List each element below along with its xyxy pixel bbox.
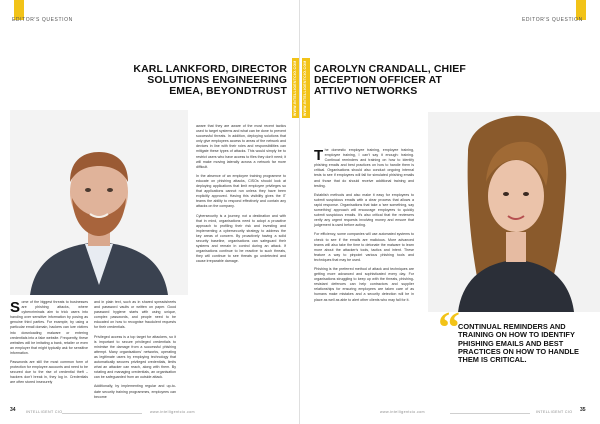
page-number: 35 [580, 407, 586, 413]
headline-line: SOLUTIONS ENGINEERING [147, 74, 287, 86]
page-number: 34 [10, 407, 16, 413]
paragraph: In the absence of an employee training programme to educate on phishing attacks, CISOs should look at deploying applications that limit employee privileges so that applications cannot run unless they have been explicitly approved. Having this visibility gives the IT teams the ability to respond effectively and contain any attacks on the company. [196, 173, 286, 209]
pull-quote: CONTINUAL REMINDERS AND TRAINING ON HOW TO IDENTIFY PHISHING EMAILS AND BEST PRACTICES ON HOW TO HANDLE THEM IS CRITICAL. [458, 322, 579, 365]
section-label: EDITOR'S QUESTION [12, 17, 73, 23]
page-headline [314, 64, 504, 97]
paragraph: For efficiency, some companies will use automated systems to check to see if the emails are malicious. More advanced teams will also take the time to detonate the malware to learn more about the attacker's tools, tactics and intent. These feature a way to pinpoint various phishing tools and techniques that may be used. [314, 232, 414, 262]
headline-line: EMEA, BEYONDTRUST [169, 85, 287, 97]
footer-rule [62, 413, 142, 414]
headline-line: ATTIVO NETWORKS [314, 85, 418, 97]
section-label: EDITOR'S QUESTION [522, 17, 583, 23]
paragraph: aware that they are aware of the most recent tactics used to target systems and what can be done to prevent successful threats. In addition, deploying solutions that only give employees access to areas of the network and devices in line with their roles and responsibilities can mitigate these types of attacks. This would simply be to restrict users who have access to files they don't need; it will make moving laterally across a network far more difficult. [196, 124, 286, 169]
footer-url: www.intelligentcio.com [380, 410, 425, 414]
footer-brand: INTELLIGENT CIO [536, 410, 573, 414]
drop-cap: S [10, 298, 21, 316]
drop-cap: T [314, 146, 324, 164]
article-column [196, 124, 286, 268]
paragraph: Privileged access is a top target for attackers, so it is important to secure privileged credentials to minimise the damage from a successful phishing attempt. Many organisations' networks, operating as legitimate users by employing technology that automatically secures privileged credentials, limits what an attacker can reach, along with them. By rotating and managing credentials, an organisation can be safeguarded from an outside attack. [94, 334, 176, 380]
article-column [94, 300, 176, 404]
paragraph: he domestic employee training, employee training, employee training, I can't say it enough: training. Continual reminders and training on how to identify phishing emails and best practices on how to handle them is critical. Organisations should also conduct ongoing internal tests to see if employees will fall for simulated phishing emails and those that do should receive additional training and testing. [314, 148, 414, 188]
paragraph: Passwords are still the most common form of protection for employee accounts and need to be secured due to the rise of credential theft – hackers don't break in, they log in. Credentials are often stored insecurely [10, 360, 88, 385]
side-strip-text: WWW.INTELLIGENTCIO.COM [303, 60, 307, 116]
paragraph: Establish methods and also make it easy for employees to submit suspicious emails with a clear process that allows a rapid response. Organisations that take a 'see something, say something' approach will encourage employees to quickly submit suspicious emails. It's also critical that the reviewers verify any urgent requests involving money and ensure that judgement is used before acting. [314, 192, 414, 228]
portrait-photo [428, 112, 600, 312]
footer-url: www.intelligentcio.com [150, 410, 195, 414]
paragraph: ome of the biggest threats to businesses are phishing attacks, where cybercriminals aim to trick users into handing over sensitive information by posing as genuine third parties. For example, by using a particular email domain, hackers can lure victims into downloading malware or entering credentials into a fake website. Frequently, these websites will be imitating a bank, retailer or even an employer that might typically ask for sensitive information. [10, 300, 88, 355]
quote-mark-icon: “ [438, 303, 460, 352]
headline-line: CAROLYN CRANDALL, CHIEF [314, 63, 466, 75]
paragraph: and in plain text, such as in shared spreadsheets and password vaults or written on paper. Good password hygiene starts with using unique, complex passwords, and people need to be educated on how to recognise fraudulent requests for their credentials. [94, 300, 176, 330]
portrait-photo [10, 110, 188, 295]
footer-brand: INTELLIGENT CIO [26, 410, 63, 414]
article-column [314, 148, 414, 307]
paragraph: Cybersecurity is a journey, not a destination and with that in mind, organisations need to adopt a proactive approach to profiling their risk and investing and implementing a cybersecurity strategy to address the key areas of concern. By proactively having a solid security baseline, organisations can safeguard their systems and remain in control during an attack. If organisations continue to be reactive to such threats, they will continue to see threats go undetected and cause irreparable damage. [196, 213, 286, 264]
paragraph: Phishing is the preferred method of attack and techniques are getting more advanced and sophisticated every day. For organisations struggling to keep up with the threats, phishing-resistant defences can help contractors and supplier relationships for ensuring employees are taken care of as humans make mistakes and a security detection will be in place as well as able to alert other clients who may fall for it. [314, 266, 414, 302]
side-strip-text: WWW.INTELLIGENTCIO.COM [293, 60, 297, 116]
headline-line: DECEPTION OFFICER AT [314, 74, 442, 86]
footer-rule [450, 413, 530, 414]
article-column [10, 300, 88, 390]
headline-line: KARL LANKFORD, DIRECTOR [133, 63, 287, 75]
paragraph: Additionally, by implementing regular and up-to-date security training programmes, employees can become [94, 384, 176, 399]
page-headline [112, 64, 287, 97]
